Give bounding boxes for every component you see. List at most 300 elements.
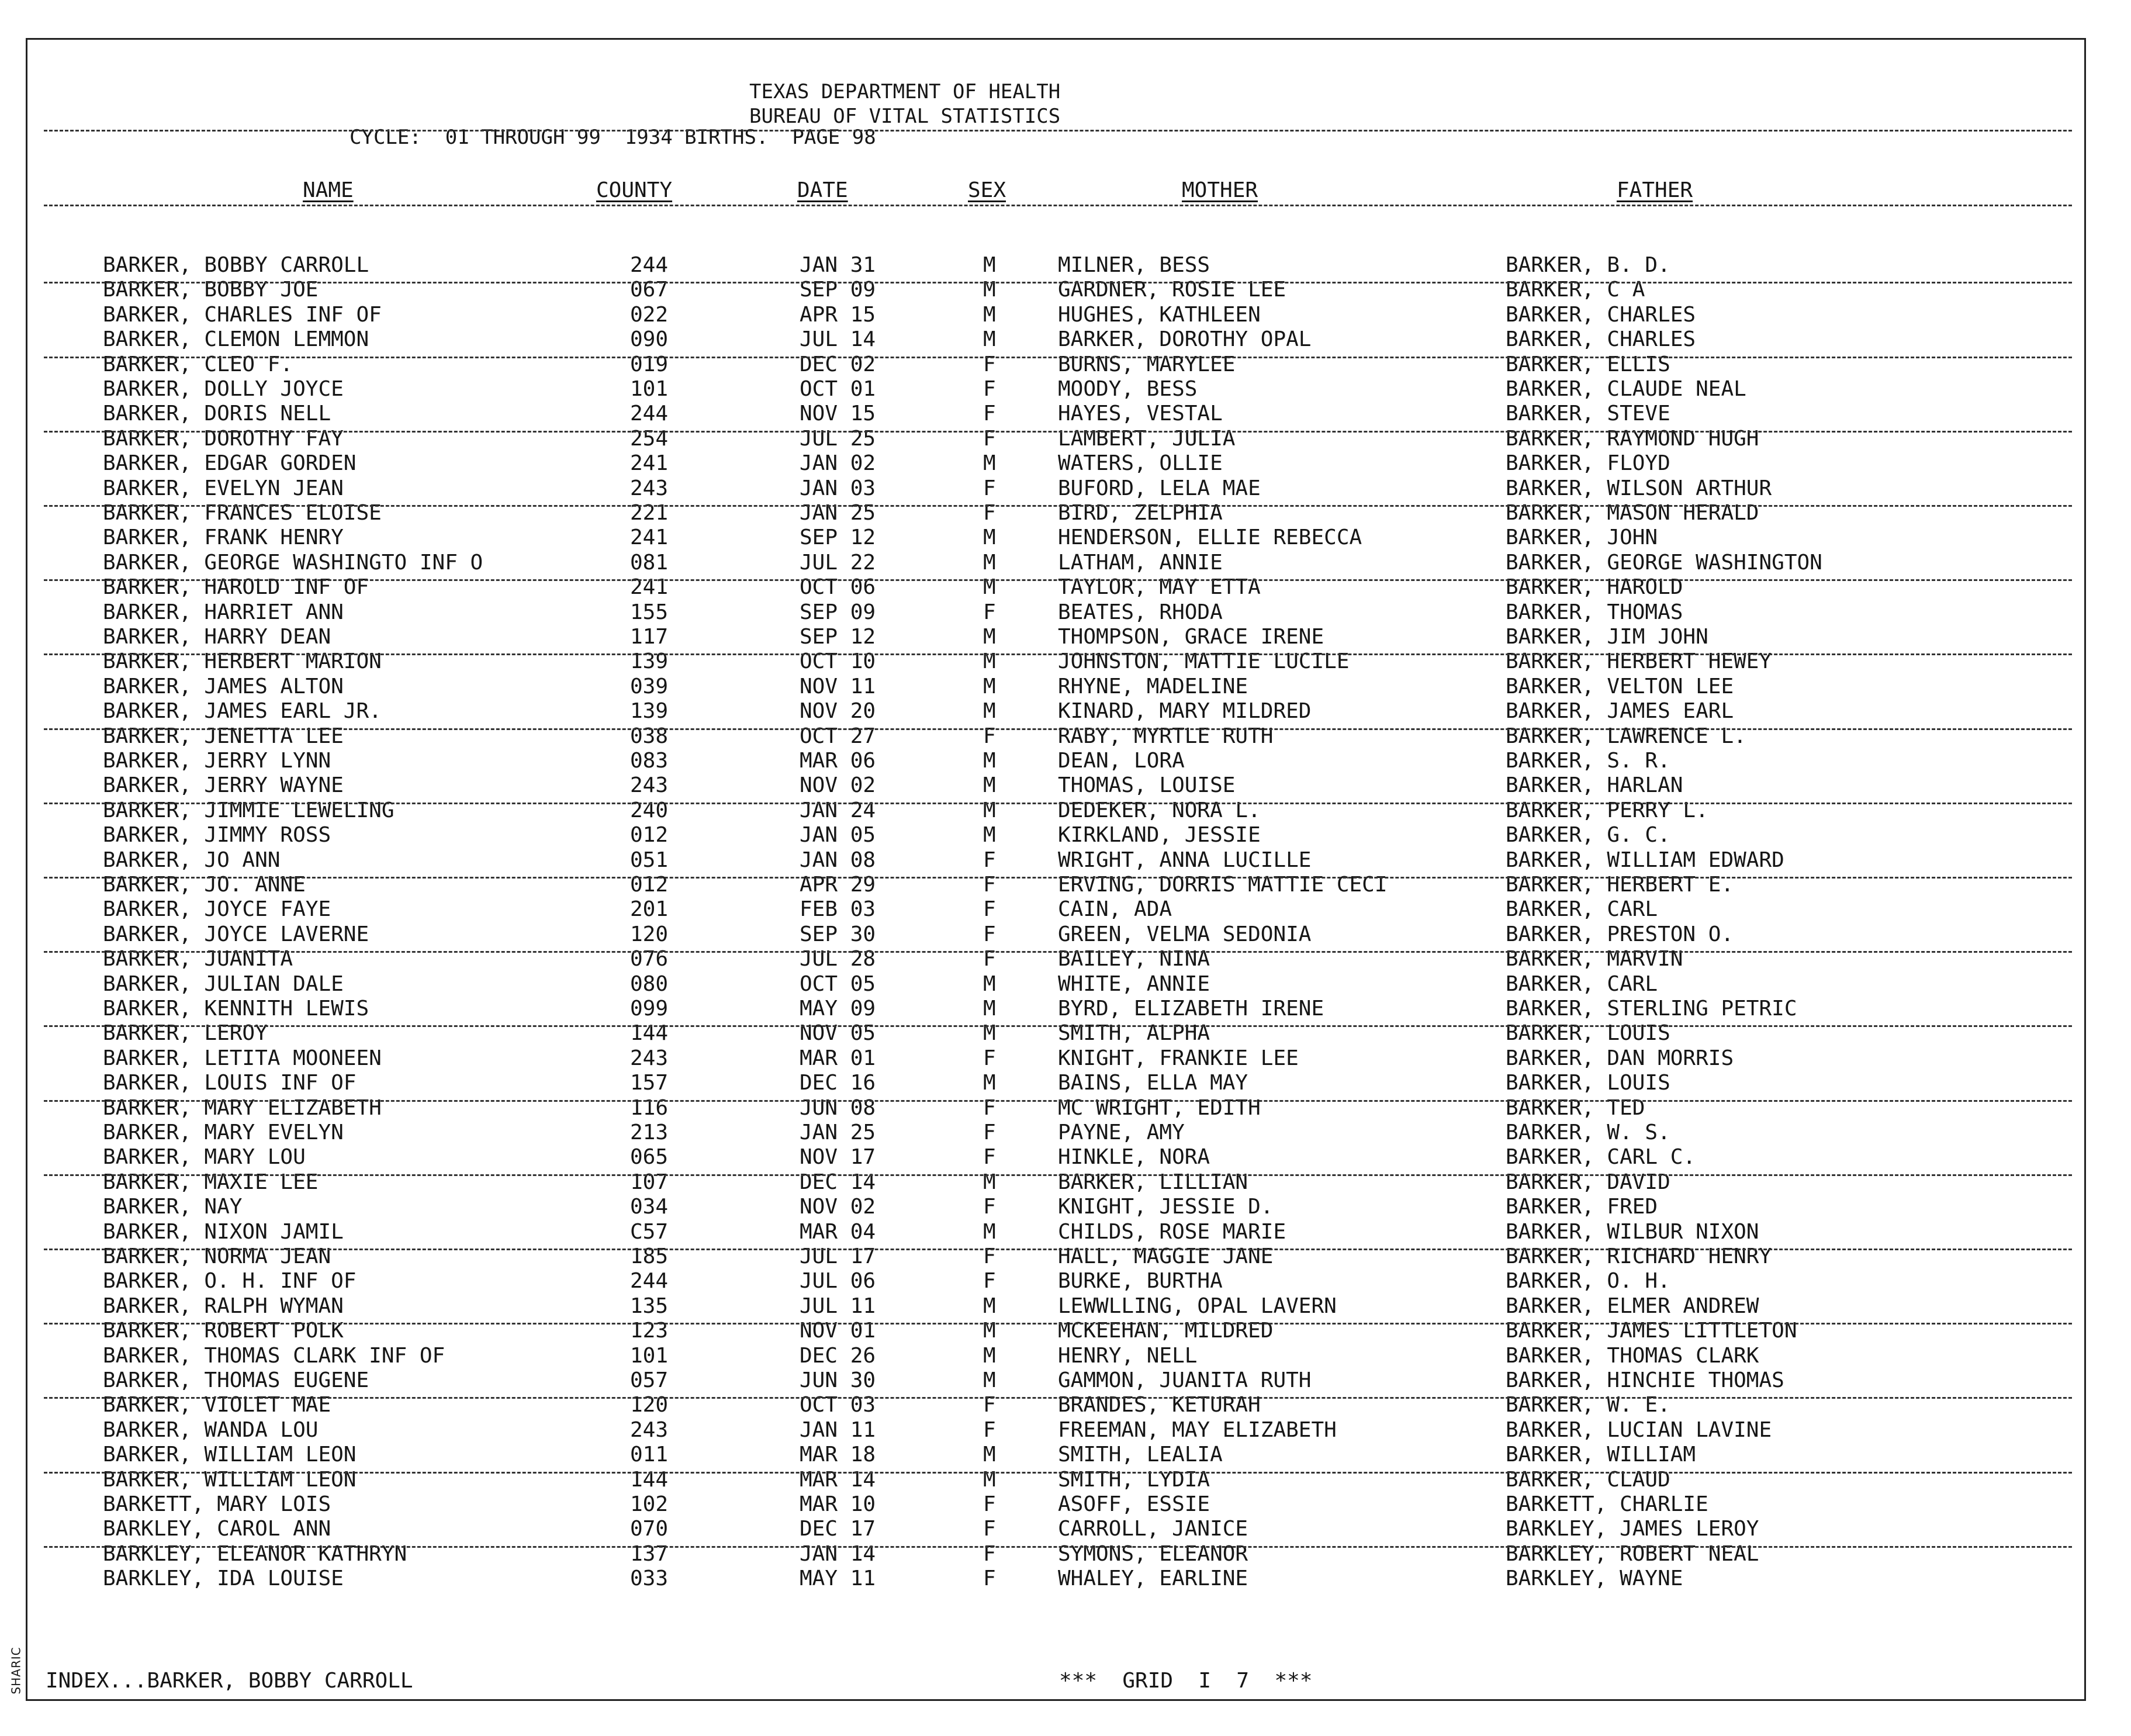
record-mother: HENRY, NELL [1058,1343,1198,1368]
record-mother: MOODY, BESS [1058,377,1198,401]
record-name: BARKER, THOMAS CLARK INF OF [103,1343,445,1368]
record-father: BARKER, CARL [1506,897,1658,922]
record-mother: DEDEKER, NORA L. [1058,798,1261,822]
record-father: BARKER, JOHN [1506,525,1658,550]
record-county: 012 [630,873,669,897]
record-name: BARKER, DOLLY JOYCE [103,377,344,401]
record-sex: F [983,897,996,922]
record-father: BARKER, CHARLES [1506,327,1696,352]
record-date: APR 15 [800,302,876,327]
record-father: BARKER, FRED [1506,1195,1658,1219]
header-agency: TEXAS DEPARTMENT OF HEALTH [749,80,1061,103]
record-name: BARKER, BOBBY CARROLL [103,253,369,277]
record-county: 123 [630,1319,669,1343]
record-father: BARKER, CARL [1506,971,1658,996]
record-date: JAN 31 [800,253,876,277]
record-mother: LEWWLLING, OPAL LAVERN [1058,1294,1337,1318]
record-mother: HENDERSON, ELLIE REBECCA [1058,525,1362,550]
record-father: BARKER, WILSON ARTHUR [1506,476,1772,500]
record-father: BARKER, LOUIS [1506,1021,1670,1046]
record-date: JUL 14 [800,327,876,352]
record-sex: M [983,971,996,996]
record-mother: DEAN, LORA [1058,749,1185,773]
record-father: BARKER, LUCIAN LAVINE [1506,1417,1772,1442]
record-mother: BRANDES, KETURAH [1058,1393,1261,1417]
record-mother: BIRD, ZELPHIA [1058,501,1223,525]
record-date: JUL 25 [800,426,876,451]
record-county: 139 [630,699,669,724]
record-mother: TAYLOR, MAY ETTA [1058,575,1261,600]
record-mother: HAYES, VESTAL [1058,402,1223,426]
record-date: MAY 11 [800,1566,876,1591]
record-sex: F [983,873,996,897]
row-divider [44,877,2072,879]
record-county: 034 [630,1195,669,1219]
row-divider [44,282,2072,283]
record-sex: F [983,1244,996,1268]
record-county: 057 [630,1368,669,1392]
record-name: BARKER, EDGAR GORDEN [103,451,357,476]
record-county: 107 [630,1170,669,1194]
record-county: 051 [630,848,669,872]
record-county: 243 [630,1417,669,1442]
record-date: JAN 08 [800,848,876,872]
record-father: BARKER, ELMER ANDREW [1506,1294,1759,1318]
record-sex: M [983,1219,996,1244]
record-county: 022 [630,302,669,327]
record-date: JAN 24 [800,798,876,822]
record-sex: F [983,1269,996,1294]
record-father: BARKER, HINCHIE THOMAS [1506,1368,1784,1392]
record-mother: BURKE, BURTHA [1058,1269,1223,1294]
column-header-mother: MOTHER [1182,178,1258,202]
record-sex: M [983,1294,996,1318]
record-mother: FREEMAN, MAY ELIZABETH [1058,1417,1337,1442]
record-mother: ERVING, DORRIS MATTIE CECI [1058,873,1388,897]
record-name: BARKER, JOYCE LAVERNE [103,922,369,946]
record-sex: F [983,1541,996,1566]
record-name: BARKER, JOYCE FAYE [103,897,331,922]
record-sex: F [983,352,996,376]
record-father: BARKER, STEVE [1506,402,1670,426]
record-father: BARKER, LAWRENCE L. [1506,724,1746,748]
record-date: NOV 01 [800,1319,876,1343]
record-sex: F [983,1121,996,1144]
record-county: 241 [630,451,669,476]
record-date: MAR 01 [800,1046,876,1070]
record-date: JAN 11 [800,1417,876,1442]
record-sex: M [983,798,996,822]
record-mother: PAYNE, AMY [1058,1121,1185,1144]
record-sex: F [983,1095,996,1120]
record-mother: HUGHES, KATHLEEN [1058,302,1261,327]
record-name: BARKER, MARY LOU [103,1145,306,1170]
record-county: 244 [630,253,669,277]
record-county: 039 [630,674,669,698]
record-mother: MILNER, BESS [1058,253,1210,277]
column-header-father: FATHER [1617,178,1693,202]
record-date: MAR 04 [800,1219,876,1244]
record-sex: F [983,501,996,525]
record-name: BARKER, VIOLET MAE [103,1393,331,1417]
record-father: BARKER, LOUIS [1506,1071,1670,1095]
record-sex: F [983,848,996,872]
record-sex: F [983,947,996,971]
record-mother: BAILEY, NINA [1058,947,1210,971]
record-date: NOV 02 [800,1195,876,1219]
record-mother: SMITH, ALPHA [1058,1021,1210,1046]
record-mother: HALL, MAGGIE JANE [1058,1244,1274,1268]
record-date: JUL 17 [800,1244,876,1268]
record-date: SEP 09 [800,278,876,302]
record-date: JUL 22 [800,550,876,575]
record-county: 243 [630,476,669,500]
record-father: BARKETT, CHARLIE [1506,1492,1708,1516]
record-county: 101 [630,377,669,401]
record-sex: M [983,1343,996,1368]
record-mother: THOMPSON, GRACE IRENE [1058,625,1324,649]
record-date: APR 29 [800,873,876,897]
row-divider [44,1249,2072,1250]
record-father: BARKER, RICHARD HENRY [1506,1244,1772,1268]
row-divider [44,579,2072,581]
record-name: BARKER, CLEMON LEMMON [103,327,369,352]
record-date: MAR 10 [800,1492,876,1516]
record-sex: F [983,1195,996,1219]
record-sex: F [983,1566,996,1591]
record-date: OCT 06 [800,575,876,600]
record-county: 144 [630,1021,669,1046]
record-name: BARKER, WILLIAM LEON [103,1467,357,1492]
record-date: DEC 17 [800,1517,876,1541]
record-name: BARKLEY, CAROL ANN [103,1517,331,1541]
record-sex: M [983,278,996,302]
record-mother: WHALEY, EARLINE [1058,1566,1248,1591]
record-mother: LATHAM, ANNIE [1058,550,1223,575]
record-father: BARKER, JIM JOHN [1506,625,1708,649]
record-county: 135 [630,1294,669,1318]
record-county: 081 [630,550,669,575]
record-father: BARKER, HERBERT E. [1506,873,1734,897]
record-mother: BYRD, ELIZABETH IRENE [1058,997,1324,1021]
record-mother: GARDNER, ROSIE LEE [1058,278,1286,302]
record-mother: BARKER, DOROTHY OPAL [1058,327,1312,352]
record-county: 241 [630,575,669,600]
record-sex: F [983,476,996,500]
record-name: BARKER, LETITA MOONEEN [103,1046,382,1070]
record-county: 244 [630,1269,669,1294]
record-name: BARKER, JO. ANNE [103,873,306,897]
record-mother: WRIGHT, ANNA LUCILLE [1058,848,1312,872]
record-county: 221 [630,501,669,525]
record-father: BARKER, DAVID [1506,1170,1670,1194]
record-name: BARKER, JERRY LYNN [103,749,331,773]
record-father: BARKER, ELLIS [1506,352,1670,376]
record-county: 120 [630,1393,669,1417]
record-sex: M [983,1170,996,1194]
record-sex: F [983,600,996,624]
record-date: JAN 05 [800,823,876,848]
record-name: BARKLEY, IDA LOUISE [103,1566,344,1591]
record-mother: MC WRIGHT, EDITH [1058,1095,1261,1120]
record-sex: M [983,1368,996,1392]
record-date: JAN 03 [800,476,876,500]
record-county: 099 [630,997,669,1021]
record-sex: F [983,1393,996,1417]
record-name: BARKER, WILLIAM LEON [103,1443,357,1467]
record-name: BARKER, HARRIET ANN [103,600,344,624]
column-header-name: NAME [303,178,354,202]
row-divider [44,431,2072,433]
record-county: 144 [630,1467,669,1492]
record-name: BARKER, DORIS NELL [103,402,331,426]
record-county: 070 [630,1517,669,1541]
record-date: MAY 09 [800,997,876,1021]
record-county: 213 [630,1121,669,1144]
column-header-county: COUNTY [596,178,673,202]
record-county: 038 [630,724,669,748]
record-name: BARKER, O. H. INF OF [103,1269,357,1294]
record-county: 012 [630,823,669,848]
record-date: JAN 25 [800,501,876,525]
row-divider [44,1174,2072,1176]
footer-grid: *** GRID I 7 *** [1059,1669,1313,1693]
header-divider [44,130,2072,132]
record-date: JAN 14 [800,1541,876,1566]
record-county: 090 [630,327,669,352]
record-name: BARKER, ROBERT POLK [103,1319,344,1343]
record-mother: KNIGHT, FRANKIE LEE [1058,1046,1299,1070]
record-county: 240 [630,798,669,822]
record-sex: M [983,997,996,1021]
record-father: BARKER, DAN MORRIS [1506,1046,1734,1070]
record-mother: BUFORD, LELA MAE [1058,476,1261,500]
record-date: OCT 27 [800,724,876,748]
record-father: BARKER, CARL C. [1506,1145,1696,1170]
record-mother: THOMAS, LOUISE [1058,773,1236,798]
record-name: BARKER, MARY ELIZABETH [103,1095,382,1120]
record-county: 019 [630,352,669,376]
record-mother: GAMMON, JUANITA RUTH [1058,1368,1312,1392]
record-county: 137 [630,1541,669,1566]
record-father: BARKER, O. H. [1506,1269,1670,1294]
record-mother: BARKER, LILLIAN [1058,1170,1248,1194]
record-father: BARKER, STERLING PETRIC [1506,997,1797,1021]
record-father: BARKER, TED [1506,1095,1645,1120]
record-mother: HINKLE, NORA [1058,1145,1210,1170]
row-divider [44,1025,2072,1027]
record-name: BARKER, JUANITA [103,947,293,971]
record-county: 101 [630,1343,669,1368]
record-father: BARKLEY, ROBERT NEAL [1506,1541,1759,1566]
record-name: BARKER, JENETTA LEE [103,724,344,748]
record-mother: BURNS, MARYLEE [1058,352,1236,376]
record-date: OCT 05 [800,971,876,996]
record-sex: M [983,302,996,327]
record-name: BARKER, LEROY [103,1021,268,1046]
record-mother: WHITE, ANNIE [1058,971,1210,996]
record-father: BARKER, JAMES LITTLETON [1506,1319,1797,1343]
record-name: BARKER, FRANK HENRY [103,525,344,550]
record-county: 033 [630,1566,669,1591]
record-date: MAR 06 [800,749,876,773]
record-name: BARKER, RALPH WYMAN [103,1294,344,1318]
row-divider [44,728,2072,730]
record-county: 243 [630,773,669,798]
record-father: BARKER, CHARLES [1506,302,1696,327]
record-name: BARKER, MAXIE LEE [103,1170,319,1194]
record-name: BARKER, MARY EVELYN [103,1121,344,1144]
record-name: BARKER, CHARLES INF OF [103,302,382,327]
record-date: JUN 08 [800,1095,876,1120]
record-father: BARKER, W. E. [1506,1393,1670,1417]
record-name: BARKER, WANDA LOU [103,1417,319,1442]
record-name: BARKER, JIMMY ROSS [103,823,331,848]
record-father: BARKER, WILBUR NIXON [1506,1219,1759,1244]
record-date: FEB 03 [800,897,876,922]
record-date: SEP 12 [800,625,876,649]
record-father: BARKER, CLAUD [1506,1467,1670,1492]
record-sex: F [983,1492,996,1516]
record-father: BARKER, THOMAS CLARK [1506,1343,1759,1368]
side-label-text: SHARIC [9,1647,23,1694]
record-father: BARKER, B. D. [1506,253,1670,277]
record-date: SEP 12 [800,525,876,550]
record-sex: M [983,327,996,352]
record-sex: M [983,625,996,649]
record-date: NOV 05 [800,1021,876,1046]
header-cycle: CYCLE: 01 THROUGH 99 1934 BIRTHS. PAGE 98 [350,126,876,149]
record-name: BARKER, THOMAS EUGENE [103,1368,369,1392]
record-name: BARKER, DOROTHY FAY [103,426,344,451]
record-county: 120 [630,922,669,946]
record-mother: SYMONS, ELEANOR [1058,1541,1248,1566]
record-father: BARKER, CLAUDE NEAL [1506,377,1746,401]
record-county: 157 [630,1071,669,1095]
record-county: 011 [630,1443,669,1467]
record-date: DEC 16 [800,1071,876,1095]
record-mother: SMITH, LYDIA [1058,1467,1210,1492]
record-sex: M [983,773,996,798]
record-sex: F [983,377,996,401]
record-sex: F [983,724,996,748]
record-county: 241 [630,525,669,550]
record-father: BARKER, C A [1506,278,1645,302]
record-name: BARKER, HAROLD INF OF [103,575,369,600]
record-county: 076 [630,947,669,971]
record-mother: RHYNE, MADELINE [1058,674,1248,698]
record-sex: M [983,253,996,277]
row-divider [44,951,2072,953]
record-father: BARKER, G. C. [1506,823,1670,848]
record-sex: M [983,525,996,550]
record-county: 116 [630,1095,669,1120]
record-sex: M [983,1467,996,1492]
record-county: 243 [630,1046,669,1070]
record-county: 065 [630,1145,669,1170]
record-county: 155 [630,600,669,624]
record-name: BARKLEY, ELEANOR KATHRYN [103,1541,407,1566]
record-county: 244 [630,402,669,426]
record-sex: F [983,1517,996,1541]
row-divider [44,1323,2072,1325]
record-name: BARKER, CLEO F. [103,352,293,376]
record-date: NOV 15 [800,402,876,426]
record-sex: M [983,699,996,724]
record-date: OCT 03 [800,1393,876,1417]
record-county: 201 [630,897,669,922]
record-county: 083 [630,749,669,773]
record-sex: F [983,1417,996,1442]
record-mother: KINARD, MARY MILDRED [1058,699,1312,724]
record-father: BARKER, GEORGE WASHINGTON [1506,550,1822,575]
column-header-divider [44,205,2072,206]
record-name: BARKETT, MARY LOIS [103,1492,331,1516]
record-mother: BEATES, RHODA [1058,600,1223,624]
record-name: BARKER, FRANCES ELOISE [103,501,382,525]
record-county: 139 [630,649,669,674]
record-name: BARKER, NAY [103,1195,243,1219]
record-name: BARKER, JULIAN DALE [103,971,344,996]
record-father: BARKER, MARVIN [1506,947,1683,971]
record-sex: M [983,1071,996,1095]
record-name: BARKER, JAMES EARL JR. [103,699,382,724]
record-mother: CAIN, ADA [1058,897,1172,922]
record-name: BARKER, NIXON JAMIL [103,1219,344,1244]
record-name: BARKER, HARRY DEAN [103,625,331,649]
column-header-sex: SEX [968,178,1006,202]
record-sex: M [983,1443,996,1467]
row-divider [44,357,2072,358]
record-date: NOV 17 [800,1145,876,1170]
record-name: BARKER, JIMMIE LEWELING [103,798,395,822]
record-father: BARKER, WILLIAM EDWARD [1506,848,1784,872]
record-mother: CARROLL, JANICE [1058,1517,1248,1541]
record-county: 185 [630,1244,669,1268]
record-date: SEP 30 [800,922,876,946]
record-name: BARKER, KENNITH LEWIS [103,997,369,1021]
record-mother: ASOFF, ESSIE [1058,1492,1210,1516]
row-divider [44,653,2072,655]
record-sex: M [983,451,996,476]
row-divider [44,1546,2072,1548]
record-father: BARKER, THOMAS [1506,600,1683,624]
record-mother: LAMBERT, JULIA [1058,426,1236,451]
footer-index: INDEX...BARKER, BOBBY CARROLL [46,1669,413,1693]
record-mother: KIRKLAND, JESSIE [1058,823,1261,848]
header-bureau: BUREAU OF VITAL STATISTICS [749,105,1061,128]
record-sex: F [983,1046,996,1070]
record-mother: KNIGHT, JESSIE D. [1058,1195,1274,1219]
record-father: BARKER, VELTON LEE [1506,674,1734,698]
row-divider [44,505,2072,507]
record-mother: CHILDS, ROSE MARIE [1058,1219,1286,1244]
record-county: 067 [630,278,669,302]
record-date: DEC 26 [800,1343,876,1368]
record-date: JAN 02 [800,451,876,476]
row-divider [44,1472,2072,1474]
record-mother: SMITH, LEALIA [1058,1443,1223,1467]
record-father: BARKER, W. S. [1506,1121,1670,1144]
record-name: BARKER, NORMA JEAN [103,1244,331,1268]
record-name: BARKER, JAMES ALTON [103,674,344,698]
record-county: 080 [630,971,669,996]
record-sex: M [983,823,996,848]
row-divider [44,1397,2072,1399]
record-sex: F [983,426,996,451]
record-sex: M [983,674,996,698]
record-county: 102 [630,1492,669,1516]
